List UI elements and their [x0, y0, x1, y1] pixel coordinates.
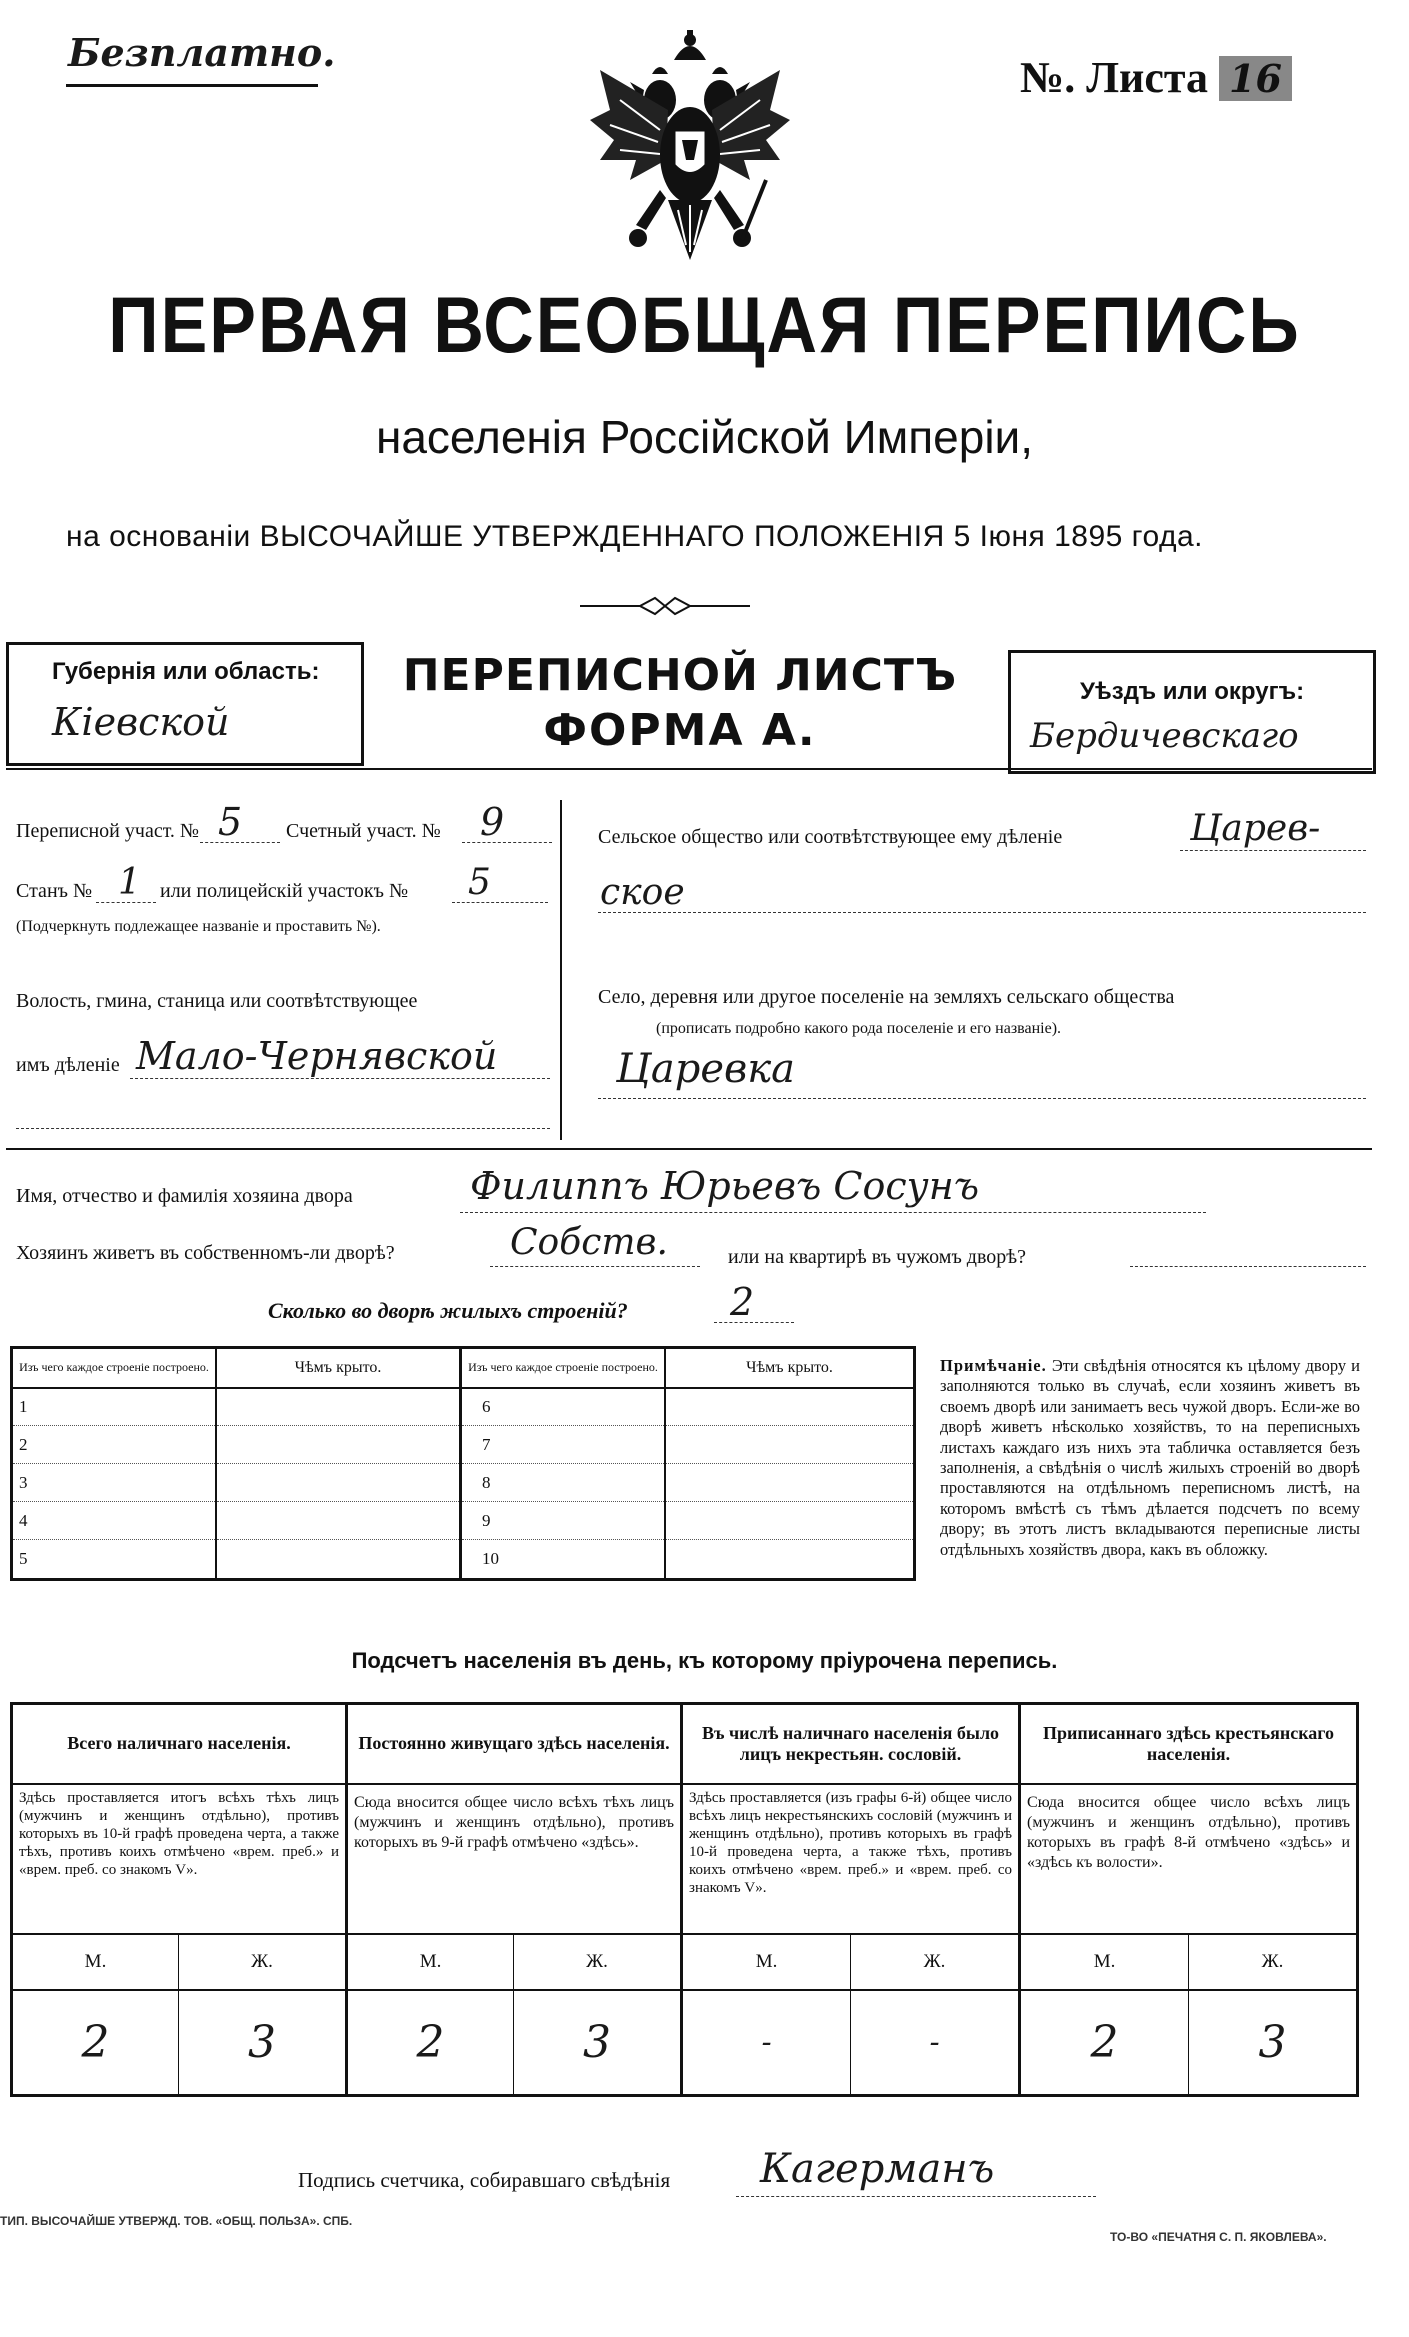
main-title: ПЕРВАЯ ВСЕОБЩАЯ ПЕРЕПИСЬ [108, 281, 1301, 369]
basis-line: на основаніи ВЫСОЧАЙШЕ УТВЕРЖДЕННАГО ПОЛОЖЕНІЯ 5 Іюня 1895 года. [66, 520, 1204, 553]
selskoe-value-2[interactable]: ское [600, 872, 685, 913]
volost-line [130, 1078, 550, 1079]
perepis-uchast-line [200, 842, 280, 843]
buildings-col-material-right: Изъ чего каждое строеніе построено. [461, 1348, 666, 1388]
sheet-number-value: 16 [1219, 56, 1292, 101]
building-roof-cell[interactable] [216, 1502, 461, 1540]
police-label: или полицейскій участокъ № [160, 880, 409, 902]
note-text: Эти свѣдѣнія относятся къ цѣлому двору и заполняются только въ случаѣ, если хозяинъ живетъ въ своемъ дворѣ или занимаетъ весь чужой дворъ. Если-же во дворѣ живетъ нѣсколько хозяйствъ, то на переписныхъ листахъ каждаго изъ нихъ эта табличка оставляется безъ заполненія, а свѣдѣнія о числѣ жилыхъ строеній во дворѣ проставляются на отдѣльномъ переписномъ листѣ, на которомъ вмѣстѣ съ тѣмъ дѣлается подсчетъ по всему двору; въ этотъ листъ вкладываются переписные листы отдѣльныхъ хозяйствъ двора, какъ въ обложку. [940, 1356, 1360, 1559]
free-label: Безплатно. [68, 30, 336, 75]
schetny-uchast-value[interactable]: 9 [480, 800, 505, 844]
buildings-table [10, 1346, 916, 1581]
count-zh-header: Ж. [1189, 1934, 1358, 1990]
ornament-divider [580, 596, 750, 621]
volost-value[interactable]: Мало-Чернявской [136, 1034, 498, 1078]
building-roof-cell[interactable] [665, 1502, 915, 1540]
selskoe-value[interactable]: Царев- [1190, 808, 1321, 849]
buildings-label: Сколько во дворѣ жилыхъ строеній? [268, 1298, 628, 1323]
volost-label: Волость, гмина, станица или соотвѣтствующее [16, 990, 418, 1012]
building-row-num[interactable]: 2 [12, 1426, 217, 1464]
schetny-uchast-line [462, 842, 552, 843]
note-heading: Примѣчаніе. [940, 1356, 1047, 1375]
owner-name-value[interactable]: Филиппъ Юрьевъ Сосунъ [470, 1164, 980, 1208]
building-row-num[interactable]: 9 [461, 1502, 666, 1540]
selskoe-line [1180, 850, 1366, 851]
building-roof-cell[interactable] [665, 1540, 915, 1580]
count-zh-header: Ж. [514, 1934, 682, 1990]
count-m-header: М. [682, 1934, 851, 1990]
count-value-permanent-m[interactable]: 2 [347, 1990, 514, 2096]
count-col-desc-total: Здѣсь проставляется итогъ всѣхъ тѣхъ лицъ (мужчинъ и женщинъ отдѣльно), противъ которыхъ въ 10-й графѣ проведена черта, а также тѣхъ, противъ коихъ отмѣчено «врем. преб.» и «врем. преб. со знакомъ V». [12, 1784, 347, 1934]
fields-rule [6, 1148, 1372, 1150]
owner-or-label: или на квартирѣ въ чужомъ дворѣ? [728, 1246, 1027, 1268]
free-label-underline [66, 84, 318, 87]
count-zh-header: Ж. [179, 1934, 347, 1990]
footer-imprint-left: ТИП. ВЫСОЧАЙШЕ УТВЕРЖД. ТОВ. «ОБЩ. ПОЛЬЗА». СПБ. [0, 2214, 353, 2228]
fields-divider [560, 800, 562, 1140]
buildings-line [714, 1322, 794, 1323]
footer-imprint-right: ТО-ВО «ПЕЧАТНЯ С. П. ЯКОВЛЕВА». [1110, 2230, 1327, 2244]
buildings-value[interactable]: 2 [730, 1280, 755, 1324]
owner-or-line [1130, 1266, 1366, 1267]
police-value[interactable]: 5 [468, 862, 491, 903]
count-zh-header: Ж. [851, 1934, 1020, 1990]
building-row-num[interactable]: 6 [461, 1388, 666, 1426]
building-roof-cell[interactable] [665, 1388, 915, 1426]
building-roof-cell[interactable] [665, 1426, 915, 1464]
count-m-header: М. [1020, 1934, 1189, 1990]
selo-line [598, 1098, 1366, 1099]
owner-lives-line [490, 1266, 700, 1267]
imperial-eagle-emblem [590, 30, 790, 270]
building-row-num[interactable]: 1 [12, 1388, 217, 1426]
buildings-col-roof-right: Чѣмъ крыто. [665, 1348, 915, 1388]
building-roof-cell[interactable] [216, 1426, 461, 1464]
building-roof-cell[interactable] [216, 1540, 461, 1580]
stan-label: Станъ № [16, 880, 93, 902]
building-row-num[interactable]: 4 [12, 1502, 217, 1540]
sheet-number [1020, 52, 1292, 103]
schetny-uchast-label: Счетный участ. № [286, 820, 441, 842]
uezd-label: Уѣздъ или округъ: [1080, 678, 1305, 705]
count-col-desc-permanent: Сюда вносится общее число всѣхъ тѣхъ лицъ (мужчинъ и женщинъ отдѣльно), противъ которыхъ въ 9-й графѣ отмѣчено «здѣсь». [347, 1784, 682, 1934]
owner-name-line [460, 1212, 1206, 1213]
owner-lives-label: Хозяинъ живетъ въ собственномъ-ли дворѣ? [16, 1242, 395, 1264]
selskoe-line-2 [598, 912, 1366, 913]
signature-value[interactable]: Кагерманъ [760, 2146, 995, 2192]
count-col-head-nonpeasant: Въ числѣ наличнаго населенія было лицъ некрестьян. сословій. [682, 1704, 1020, 1784]
count-m-header: М. [347, 1934, 514, 1990]
selo-value[interactable]: Царевка [616, 1046, 796, 1092]
top-rule [6, 768, 1372, 770]
form-subtitle: ФОРМА А. [543, 705, 817, 756]
owner-lives-value[interactable]: Собств. [510, 1222, 668, 1263]
building-row-num[interactable]: 5 [12, 1540, 217, 1580]
selskoe-label: Сельское общество или соотвѣтствующее ему дѣленіе [598, 826, 1063, 848]
police-line [452, 902, 548, 903]
signature-label: Подпись счетчика, собиравшаго свѣдѣнія [298, 2168, 671, 2192]
count-m-header: М. [12, 1934, 179, 1990]
building-row-num[interactable]: 3 [12, 1464, 217, 1502]
count-col-head-permanent: Постоянно живущаго здѣсь населенія. [347, 1704, 682, 1784]
count-value-permanent-zh[interactable]: 3 [514, 1990, 682, 2096]
signature-line [736, 2196, 1096, 2197]
subtitle: населенія Россійской Имперіи, [375, 411, 1034, 463]
building-roof-cell[interactable] [216, 1464, 461, 1502]
count-col-desc-assigned: Сюда вносится общее число всѣхъ лицъ (мужчинъ и женщинъ отдѣльно), противъ которыхъ въ графѣ 8-й отмѣчено «здѣсь» и «здѣсь къ волости». [1020, 1784, 1358, 1934]
sheet-number-label: №. Листа [1020, 53, 1209, 102]
volost-label-2: имъ дѣленіе [16, 1054, 120, 1076]
building-row-num[interactable]: 10 [461, 1540, 666, 1580]
perepis-uchast-value[interactable]: 5 [218, 800, 243, 844]
count-value-total-m[interactable]: 2 [12, 1990, 179, 2096]
building-roof-cell[interactable] [216, 1388, 461, 1426]
stan-line [96, 902, 156, 903]
selo-label: Село, деревня или другое поселеніе на земляхъ сельскаго общества [598, 986, 1175, 1008]
owner-name-label: Имя, отчество и фамилія хозяина двора [16, 1185, 353, 1207]
count-table [10, 1702, 1359, 2097]
building-row-num[interactable]: 8 [461, 1464, 666, 1502]
perepis-uchast-label: Переписной участ. № [16, 820, 200, 842]
form-title: ПЕРЕПИСНОЙ ЛИСТЪ [402, 650, 958, 701]
count-title: Подсчетъ населенія въ день, къ которому пріурочена перепись. [351, 1648, 1058, 1673]
uezd-value[interactable]: Бердичевскаго [1030, 716, 1299, 756]
gubernia-value[interactable]: Кіевской [52, 700, 230, 744]
count-value-assigned-zh[interactable]: 3 [1258, 2016, 1287, 2068]
count-col-head-total: Всего наличнаго населенія. [12, 1704, 347, 1784]
underline-note: (Подчеркнуть подлежащее названіе и проставить №). [16, 918, 381, 935]
count-col-head-assigned: Приписаннаго здѣсь крестьянскаго населенія. [1020, 1704, 1358, 1784]
stan-value[interactable]: 1 [118, 862, 141, 903]
building-roof-cell[interactable] [665, 1464, 915, 1502]
count-value-assigned-m[interactable]: 2 [1020, 1990, 1189, 2096]
building-row-num[interactable]: 7 [461, 1426, 666, 1464]
count-col-desc-nonpeasant: Здѣсь проставляется (изъ графы 6-й) общее число всѣхъ лицъ некрестьянскихъ сословій (мужчинъ и женщинъ отдѣльно), противъ которыхъ въ графѣ 10-й проведена черта, а также тѣхъ, противъ коихъ отмѣчено «врем. преб.» и «врем. преб. со знакомъ V». [682, 1784, 1020, 1934]
note-block [940, 1356, 1360, 1560]
gubernia-label: Губернія или область: [52, 658, 320, 685]
count-value-nonpeasant-zh[interactable]: - [851, 1990, 1020, 2096]
count-value-nonpeasant-m[interactable]: - [682, 1990, 851, 2096]
count-value-total-zh[interactable]: 3 [179, 1990, 347, 2096]
volost-line-2 [16, 1128, 550, 1129]
selo-note: (прописать подробно какого рода поселеніе и его названіе). [656, 1020, 1062, 1037]
buildings-col-roof-left: Чѣмъ крыто. [216, 1348, 461, 1388]
buildings-col-material-left: Изъ чего каждое строеніе построено. [12, 1348, 217, 1388]
